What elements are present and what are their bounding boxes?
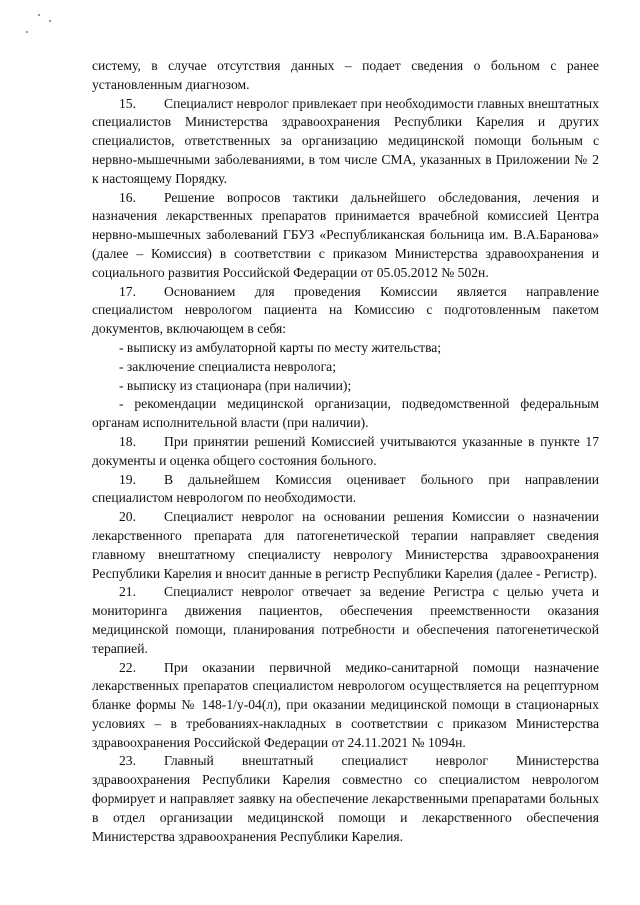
paragraph-23	[92, 752, 599, 846]
paragraph-number: 19.	[119, 471, 136, 487]
paragraph-number: 18.	[119, 433, 136, 449]
paragraph-20	[92, 508, 599, 583]
paragraph-text: При принятии решений Комиссией учитываются указанные в пункте 17 документы и оценка общего состояния больного.	[92, 433, 599, 468]
paragraph-text: Специалист невролог привлекает при необходимости главных внештатных специалистов Министерства здравоохранения Республики Карелия и других специалистов, ответственных за организацию медицинской помощи больным с нервно-мышечными заболеваниями, в том числе СМА, указанных в Приложении № 2 к настоящему Порядку.	[92, 95, 599, 186]
paragraph-number: 16.	[119, 189, 136, 205]
paragraph-15	[92, 95, 599, 189]
scan-speck	[38, 14, 40, 16]
list-item: - заключение специалиста невролога;	[119, 358, 336, 374]
paragraph-text: Специалист невролог отвечает за ведение Регистра с целью учета и мониторинга движения пациентов, обеспечения преемственности оказания медицинской помощи, планирования потребности и обеспечения патогенетической терапией.	[92, 584, 599, 656]
paragraph-number: 21.	[119, 584, 136, 600]
document-body	[92, 57, 599, 846]
paragraph-16	[92, 189, 599, 283]
paragraph-18	[92, 433, 599, 471]
paragraph-number: 20.	[119, 509, 136, 525]
paragraph-text: При оказании первичной медико-санитарной помощи назначение лекарственных препаратов специалистом неврологом осуществляется на рецептурном бланке формы № 148-1/у-04(л), при оказании медицинской помощи в стационарных условиях – в требованиях-накладных в соответствии с приказом Министерства здравоохранения Российской Федерации от 24.11.2021 № 1094н.	[92, 659, 599, 750]
list-item: - выписку из стационара (при наличии);	[119, 377, 352, 393]
paragraph-number: 22.	[119, 659, 136, 675]
paragraph-22	[92, 659, 599, 753]
paragraph-19	[92, 471, 599, 509]
list-item: - выписку из амбулаторной карты по месту жительства;	[119, 339, 442, 355]
paragraph-intro: систему, в случае отсутствия данных – подает сведения о больном с ранее установленным диагнозом.	[92, 58, 599, 92]
paragraph-text: Основанием для проведения Комиссии является направление специалистом неврологом пациента на Комиссию с подготовленным пакетом документов, включающем в себя:	[92, 283, 599, 337]
scan-speck	[49, 20, 51, 22]
paragraph-text: Главный внештатный специалист невролог Министерства здравоохранения Республики Карелия совместно со специалистом неврологом формирует и направляет заявку на обеспечение лекарственными препаратами больных в отдел организации медицинской помощи и лекарственного обеспечения Министерства здравоохранения Республики Карелия.	[92, 753, 599, 844]
paragraph-text: Специалист невролог на основании решения Комиссии о назначении лекарственного препарата для патогенетической терапии направляет сведения главному внештатному специалисту неврологу Министерства здравоохранения Республики Карелия и вносит данные в регистр Республики Карелия (далее - Регистр).	[92, 509, 599, 581]
paragraph-text: Решение вопросов тактики дальнейшего обследования, лечения и назначения лекарственных препаратов принимается врачебной комиссией Центра нервно-мышечных заболеваний ГБУЗ «Республиканская больница им. В.А.Баранова» (далее – Комиссия) в соответствии с приказом Министерства здравоохранения и социального развития Российской Федерации от 05.05.2012 № 502н.	[92, 189, 599, 280]
paragraph-number: 17.	[119, 283, 136, 299]
paragraph-text: В дальнейшем Комиссия оценивает больного при направлении специалистом неврологом по необходимости.	[92, 471, 599, 506]
list-item: - рекомендации медицинской организации, подведомственной федеральным органам исполнительной власти (при наличии).	[92, 396, 599, 431]
paragraph-17	[92, 283, 599, 339]
paragraph-number: 23.	[119, 753, 136, 769]
paragraph-number: 15.	[119, 95, 136, 111]
paragraph-21	[92, 583, 599, 658]
scan-speck	[26, 31, 28, 33]
